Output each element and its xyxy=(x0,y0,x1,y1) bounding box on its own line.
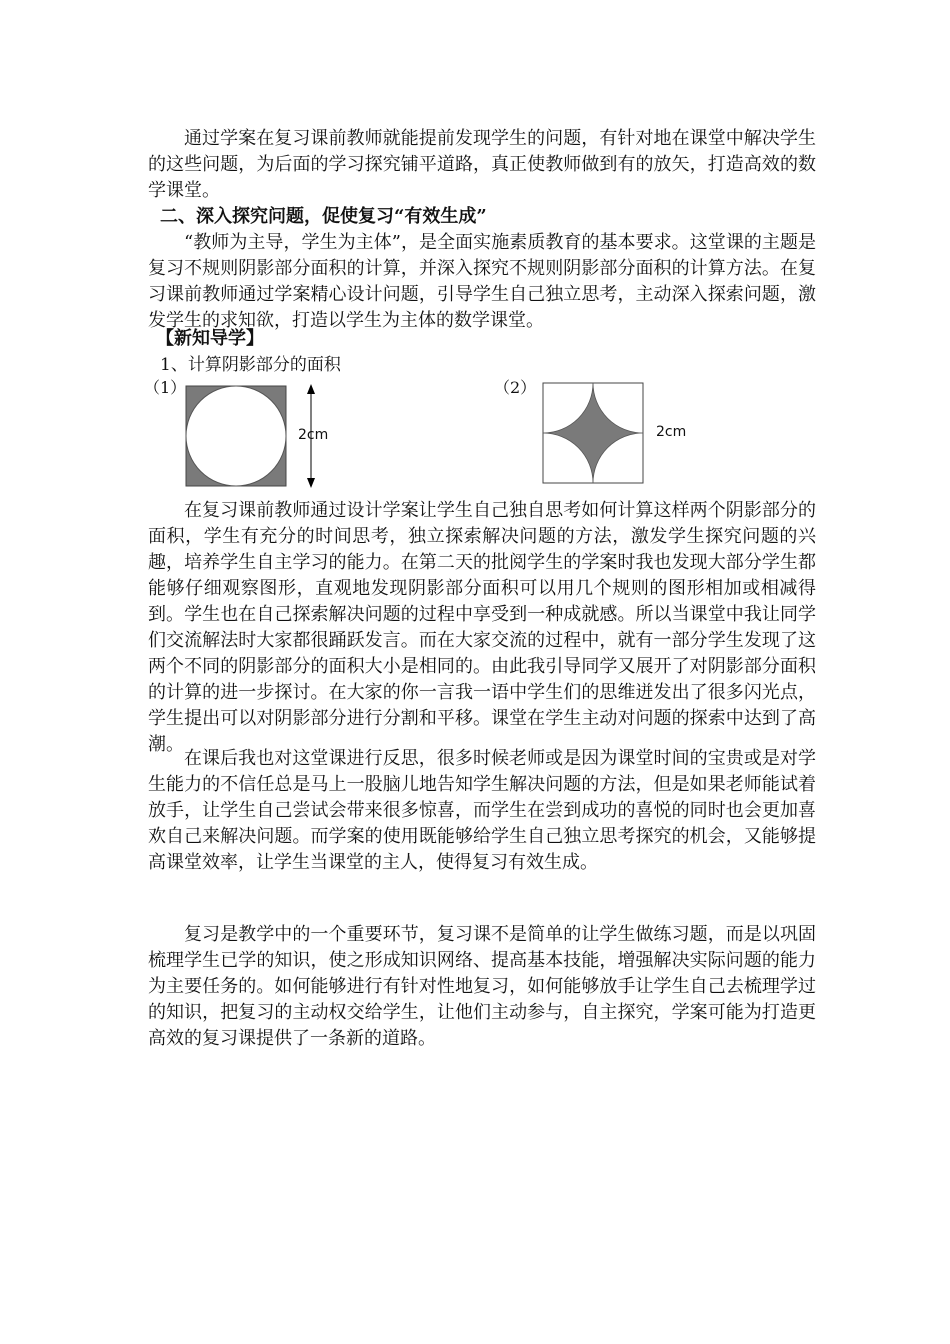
guide-heading: 【新知导学】 xyxy=(156,328,264,349)
paragraph-reflection-1: 在复习课前教师通过设计学案让学生自己独自思考如何计算这样两个阴影部分的面积，学生有充分的时间思考，独立探索解决问题的方法，激发学生探究问题的兴趣，培养学生自主学习的能力。在第二天的批阅学生的学案时我也发现大部分学生都能够仔细观察图形，直观地发现阴影部分面积可以用几个规则的图形相加或相减得到。学生也在自己探索解决问题的过程中享受到一种成就感。所以当课堂中我让同学们交流解法时大家都很踊跃发言。而在大家交流的过程中，就有一部分学生发现了这两个不同的阴影部分的面积大小是相同的。由此我引导同学又展开了对阴影部分面积的计算的进一步探讨。在大家的你一言我一语中学生们的思维迸发出了很多闪光点，学生提出可以对阴影部分进行分割和平移。课堂在学生主动对问题的探索中达到了高潮。 xyxy=(148,500,816,755)
figure-1-arrow-up xyxy=(307,384,315,394)
figure-1-circle xyxy=(186,386,286,486)
figure-2-diagram xyxy=(542,382,646,486)
paragraph-section2: “教师为主导，学生为主体”，是全面实施素质教育的基本要求。这堂课的主题是复习不规则阴影部分面积的计算，并深入探究不规则阴影部分面积的计算方法。在复习课前教师通过学案精心设计问题，引导学生自己独立思考，主动深入探索问题，激发学生的求知欲，打造以学生为主体的数学课堂。 xyxy=(148,232,816,331)
task-heading: 1、计算阴影部分的面积 xyxy=(160,355,341,375)
section-heading-2: 二、深入探究问题，促使复习“有效生成” xyxy=(160,206,487,227)
figure-1-label: （1） xyxy=(144,378,187,397)
figure-1-dimension-label: 2cm xyxy=(298,427,329,443)
figure-2-label: （2） xyxy=(494,378,537,397)
figure-2-dimension-label: 2cm xyxy=(656,424,687,440)
paragraph-intro: 通过学案在复习课前教师就能提前发现学生的问题，有针对地在课堂中解决学生的这些问题，为后面的学习探究铺平道路，真正使教师做到有的放矢，打造高效的数学课堂。 xyxy=(148,128,816,201)
paragraph-conclusion: 复习是教学中的一个重要环节，复习课不是简单的让学生做练习题，而是以巩固梳理学生已学的知识，使之形成知识网络、提高基本技能，增强解决实际问题的能力为主要任务的。如何能够进行有针对性地复习，如何能够放手让学生自己去梳理学过的知识，把复习的主动权交给学生，让他们主动参与，自主探究，学案可能为打造更高效的复习课提供了一条新的道路。 xyxy=(148,924,816,1049)
figure-1-arrow-down xyxy=(307,478,315,488)
paragraph-reflection-2: 在课后我也对这堂课进行反思，很多时候老师或是因为课堂时间的宝贵或是对学生能力的不信任总是马上一股脑儿地告知学生解决问题的方法，但是如果老师能试着放手，让学生自己尝试会带来很多惊喜，而学生在尝到成功的喜悦的同时也会更加喜欢自己来解决问题。而学案的使用既能够给学生自己独立思考探究的机会，又能够提高课堂效率，让学生当课堂的主人，使得复习有效生成。 xyxy=(148,748,816,873)
